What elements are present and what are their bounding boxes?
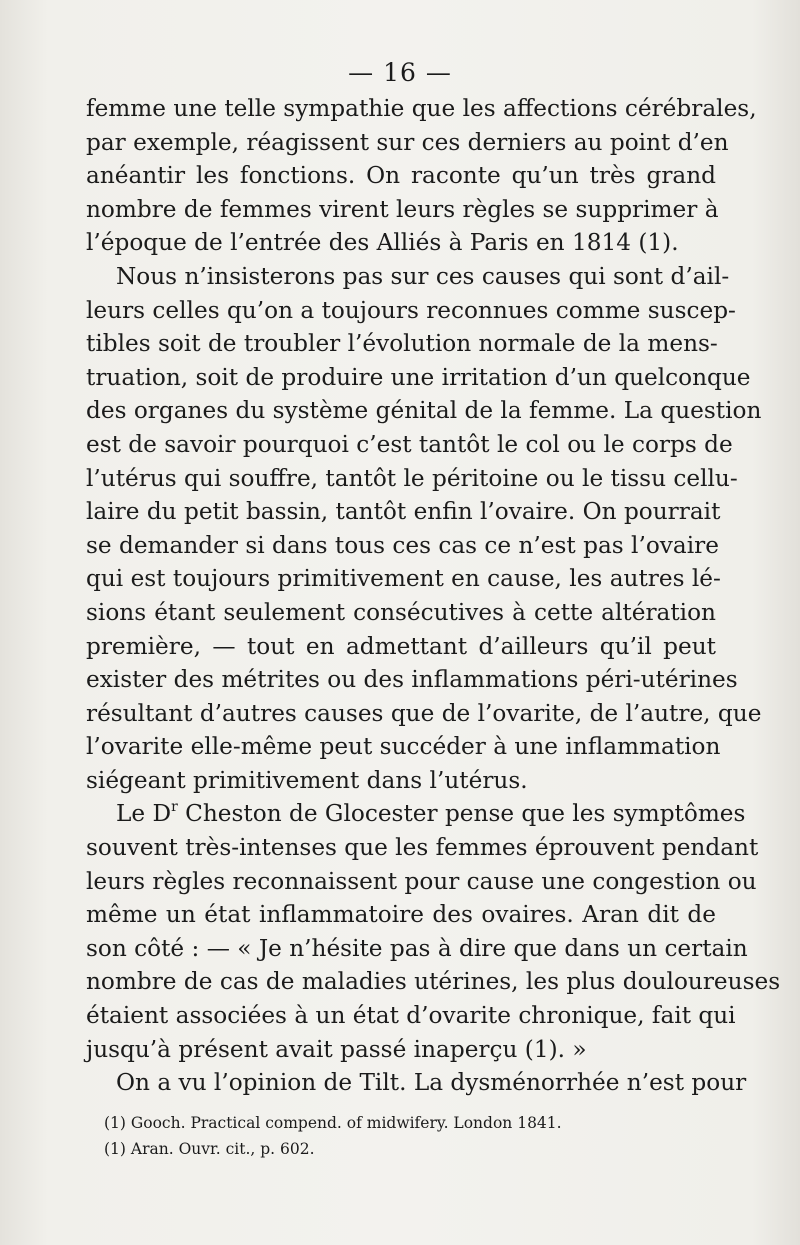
text-line: leurs règles reconnaissent pour cause une congestion ou bbox=[86, 867, 757, 895]
text-line: anéantir les fonctions. On raconte qu’un très grand bbox=[86, 162, 716, 190]
text-fragment: Le D bbox=[116, 800, 172, 828]
text-line: par exemple, réagissent sur ces derniers au point d’en bbox=[86, 128, 729, 156]
text-fragment: Cheston de Glocester pense que les symptômes bbox=[177, 800, 746, 828]
text-line: l’époque de l’entrée des Alliés à Paris en 1814 (1). bbox=[86, 229, 679, 257]
text-line: siégeant primitivement dans l’utérus. bbox=[86, 766, 528, 794]
text-line bbox=[86, 797, 746, 831]
text-line: tibles soit de troubler l’évolution normale de la mens- bbox=[86, 330, 718, 358]
text-line: son côté : — « Je n’hésite pas à dire que dans un certain bbox=[86, 934, 748, 962]
text-line: l’utérus qui souffre, tantôt le péritoine ou le tissu cellu- bbox=[86, 464, 738, 492]
text-line: se demander si dans tous ces cas ce n’est pas l’ovaire bbox=[86, 531, 719, 559]
text-line: qui est toujours primitivement en cause, les autres lé- bbox=[86, 565, 721, 593]
text-line: exister des métrites ou des inflammations péri-utérines bbox=[86, 666, 738, 694]
text-line: même un état inflammatoire des ovaires. Aran dit de bbox=[86, 901, 716, 929]
text-line: nombre de cas de maladies utérines, les plus douloureuses bbox=[86, 968, 781, 996]
text-line: laire du petit bassin, tantôt enfin l’ovaire. On pourrait bbox=[86, 498, 721, 526]
footnote: (1) Aran. Ouvr. cit., p. 602. bbox=[104, 1140, 315, 1158]
text-line: Nous n’insisterons pas sur ces causes qui sont d’ail- bbox=[116, 262, 730, 290]
text-line: nombre de femmes virent leurs règles se supprimer à bbox=[86, 195, 719, 223]
text-line: On a vu l’opinion de Tilt. La dysménorrhée n’est pour bbox=[116, 1069, 747, 1097]
text-line: truation, soit de produire une irritation d’un quelconque bbox=[86, 363, 751, 391]
page-number: — 16 — bbox=[348, 58, 452, 87]
text-line: des organes du système génital de la femme. La question bbox=[86, 397, 762, 425]
superscript: r bbox=[171, 799, 178, 816]
body-text bbox=[86, 92, 781, 1100]
footnote: (1) Gooch. Practical compend. of midwifery. London 1841. bbox=[104, 1114, 562, 1132]
text-line: leurs celles qu’on a toujours reconnues comme suscep- bbox=[86, 296, 736, 324]
text-line: sions étant seulement consécutives à cette altération bbox=[86, 598, 716, 626]
text-line: est de savoir pourquoi c’est tantôt le col ou le corps de bbox=[86, 430, 733, 458]
text-line: souvent très-intenses que les femmes éprouvent pendant bbox=[86, 834, 759, 862]
text-line: résultant d’autres causes que de l’ovarite, de l’autre, que bbox=[86, 699, 762, 727]
text-line: première, — tout en admettant d’ailleurs qu’il peut bbox=[86, 632, 716, 660]
text-line: jusqu’à présent avait passé inaperçu (1). » bbox=[86, 1035, 587, 1063]
footnotes bbox=[104, 1110, 724, 1162]
text-line: étaient associées à un état d’ovarite chronique, fait qui bbox=[86, 1002, 736, 1030]
text-line: femme une telle sympathie que les affections cérébrales, bbox=[86, 95, 757, 122]
text-line: l’ovarite elle-même peut succéder à une inflammation bbox=[86, 733, 721, 761]
